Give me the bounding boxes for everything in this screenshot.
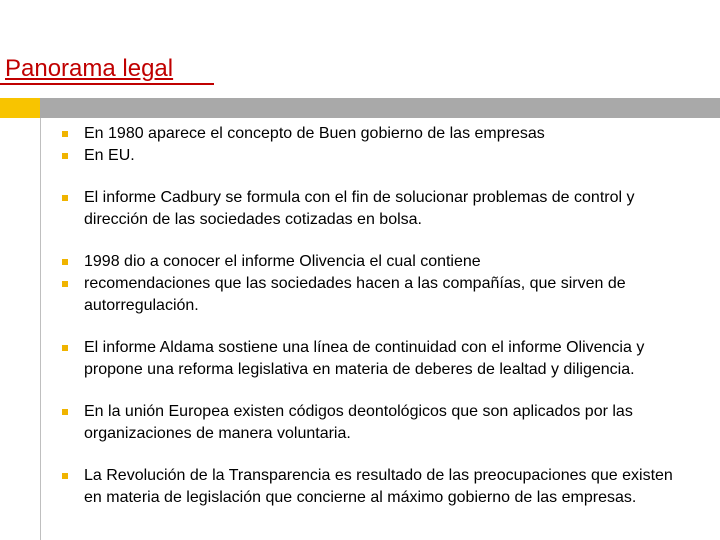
bullet-text: En EU. xyxy=(84,147,135,164)
bullet-text: En 1980 aparece el concepto de Buen gobierno de las empresas xyxy=(84,125,545,142)
bullet-text: 1998 dio a conocer el informe Olivencia el cual contiene xyxy=(84,253,481,270)
square-bullet-icon xyxy=(62,345,68,351)
accent-bar-yellow xyxy=(0,98,40,118)
list-item xyxy=(62,273,682,317)
square-bullet-icon xyxy=(62,131,68,137)
accent-bar-gray xyxy=(40,98,720,118)
slide-title: Panorama legal xyxy=(5,55,174,82)
square-bullet-icon xyxy=(62,473,68,479)
list-item xyxy=(62,401,682,445)
list-item xyxy=(62,337,682,381)
square-bullet-icon xyxy=(62,153,68,159)
title-underline xyxy=(0,83,214,85)
square-bullet-icon xyxy=(62,281,68,287)
list-item xyxy=(62,187,682,231)
list-item xyxy=(62,465,682,509)
vertical-divider xyxy=(40,118,41,540)
bullet-text: El informe Aldama sostiene una línea de continuidad con el informe Olivencia y propone una reforma legislativa en materia de deberes de lealtad y diligencia. xyxy=(84,339,645,378)
list-item xyxy=(62,251,682,273)
square-bullet-icon xyxy=(62,259,68,265)
list-item xyxy=(62,123,682,145)
list-item xyxy=(62,145,682,167)
bullet-text: La Revolución de la Transparencia es resultado de las preocupaciones que existen en materia de legislación que concierne al máximo gobierno de las empresas. xyxy=(84,467,673,506)
square-bullet-icon xyxy=(62,195,68,201)
bullet-text: El informe Cadbury se formula con el fin de solucionar problemas de control y dirección de las sociedades cotizadas en bolsa. xyxy=(84,189,635,228)
bullet-text: En la unión Europea existen códigos deontológicos que son aplicados por las organizaciones de manera voluntaria. xyxy=(84,403,633,442)
bullet-list xyxy=(62,123,682,509)
bullet-text: recomendaciones que las sociedades hacen a las compañías, que sirven de autorregulación. xyxy=(84,275,626,314)
square-bullet-icon xyxy=(62,409,68,415)
